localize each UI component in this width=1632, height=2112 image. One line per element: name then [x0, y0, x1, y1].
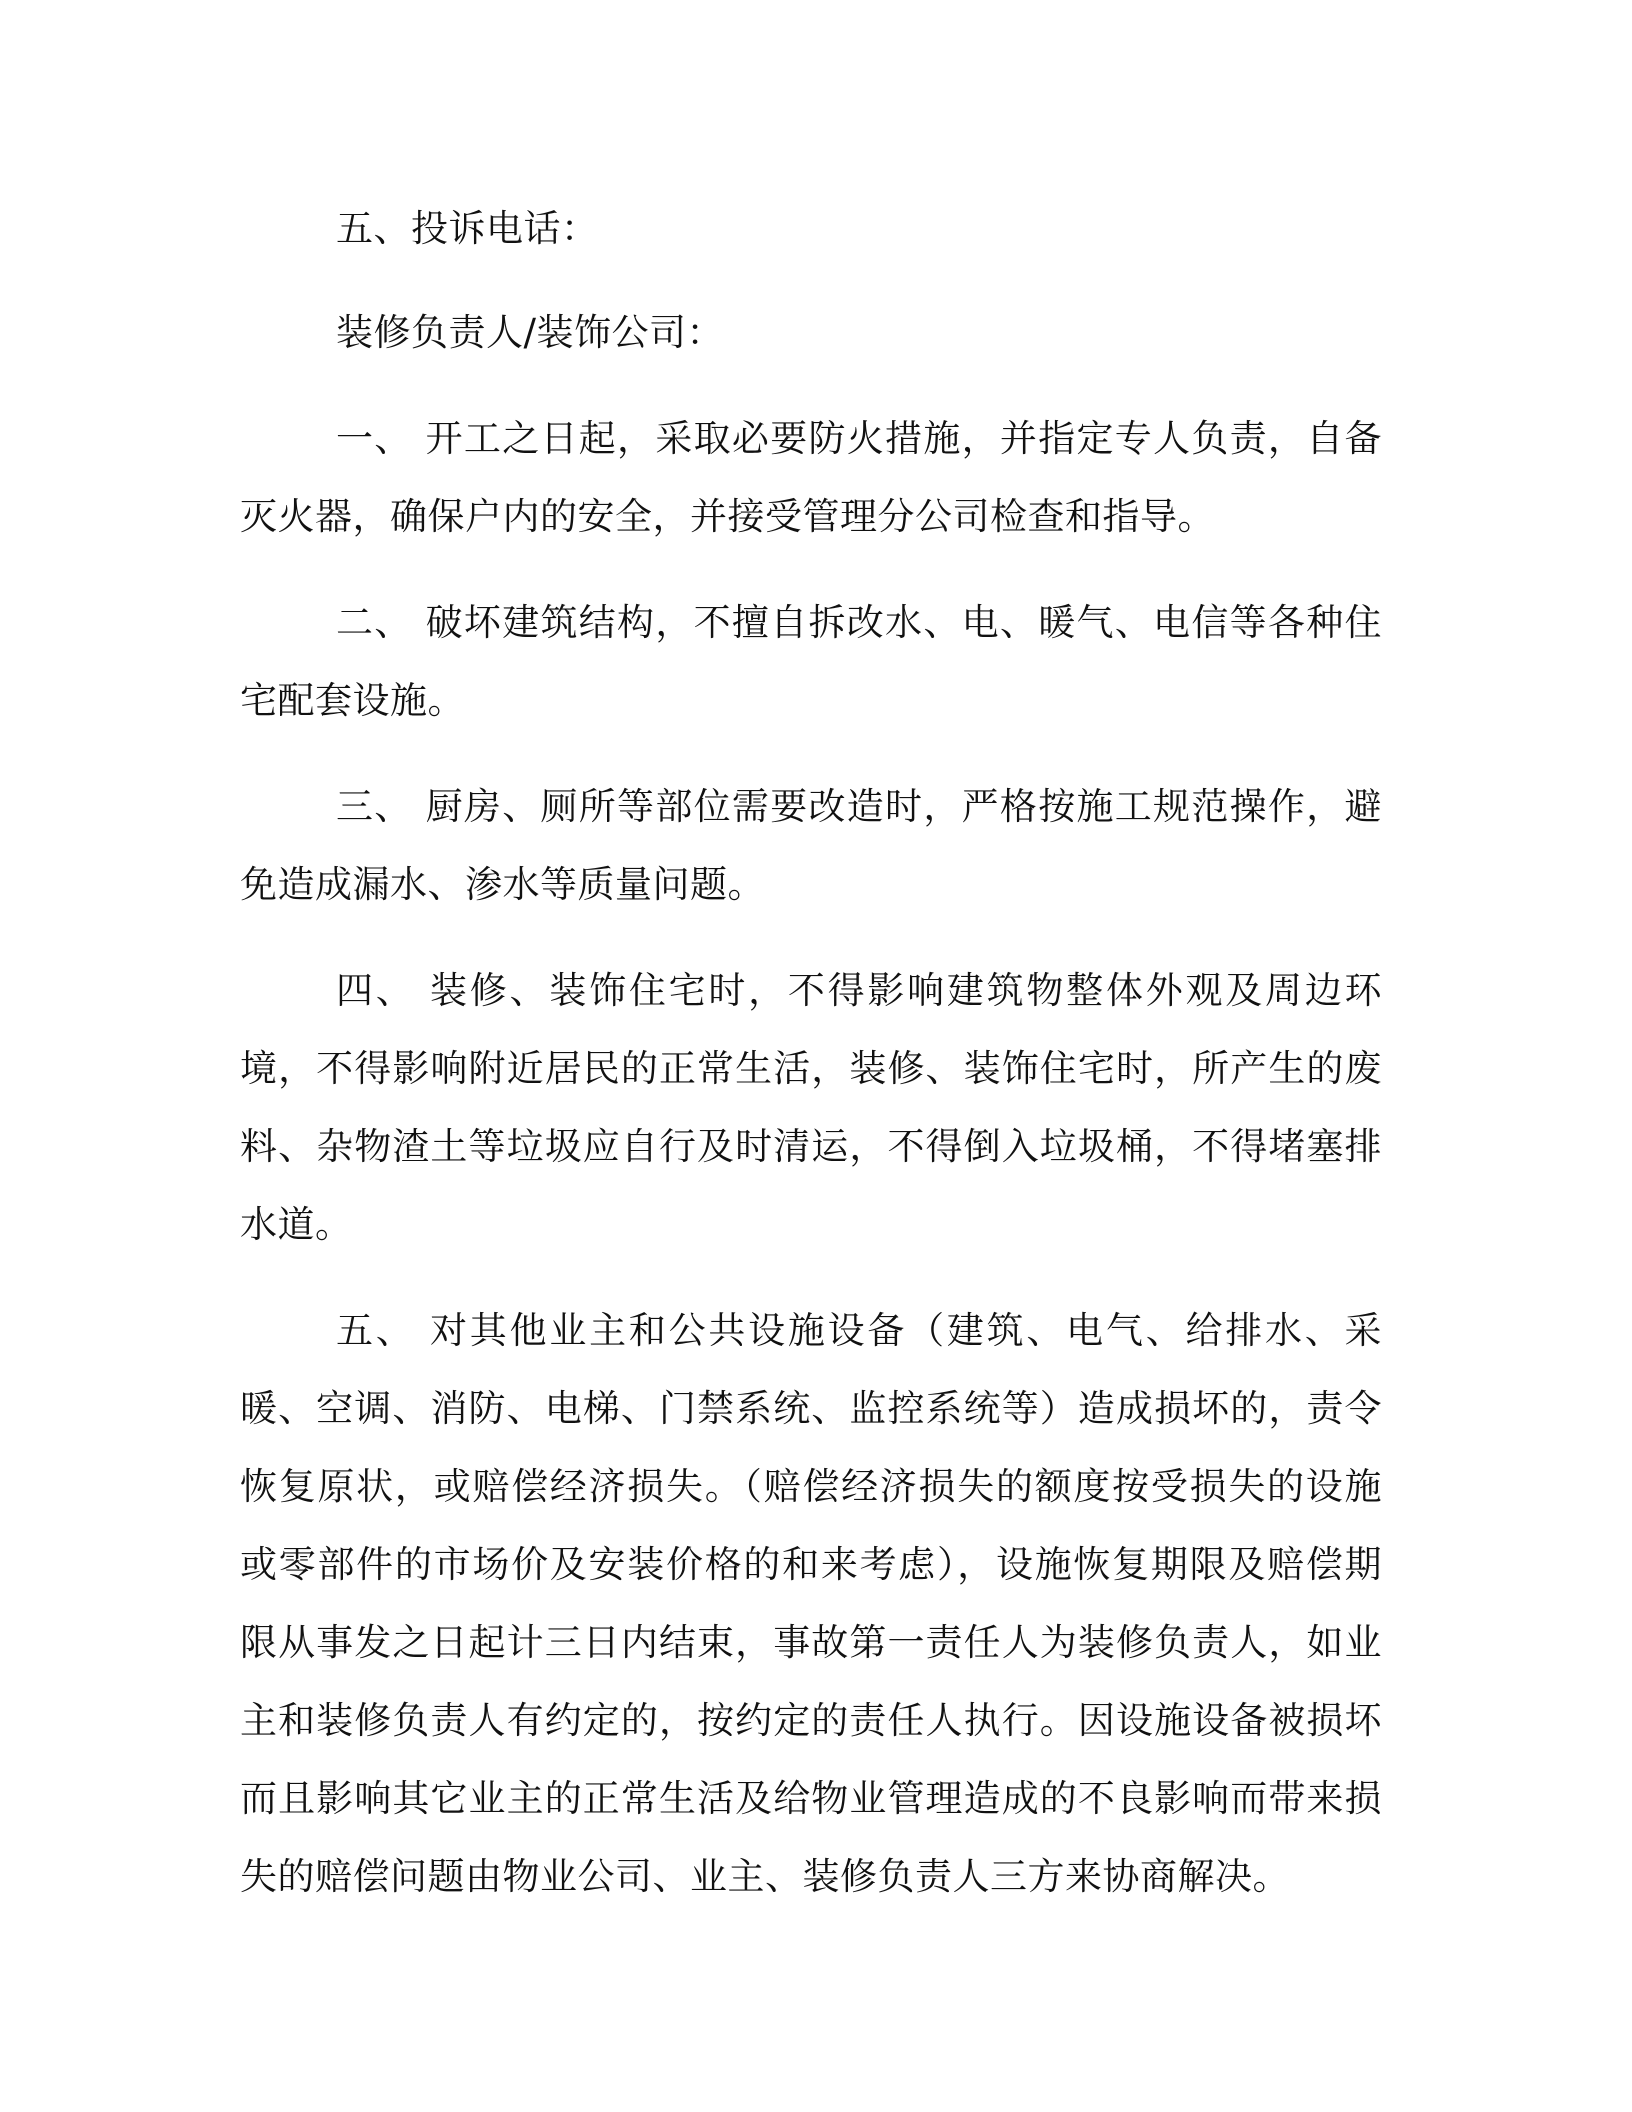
- clause-1-fire-safety: 一、 开工之日起，采取必要防火措施，并指定专人负责，自备灭火器，确保户内的安全，并接受管理分公司检查和指导。: [240, 417, 1382, 538]
- document-body: [240, 190, 1382, 1944]
- clause-3-kitchen-bathroom: 三、 厨房、厕所等部位需要改造时，严格按施工规范操作，避免造成漏水、渗水等质量问题。: [240, 785, 1382, 906]
- clause-5-damage-compensation: 五、 对其他业主和公共设施设备（建筑、电气、给排水、采暖、空调、消防、电梯、门禁系统、监控系统等）造成损坏的，责令恢复原状，或赔偿经济损失。（赔偿经济损失的额度按受损失的设施或零部件的市场价及安装价格的和来考虑），设施恢复期限及赔偿期限从事发之日起计三日内结束，事故第一责任人为装修负责人，如业主和装修负责人有约定的，按约定的责任人执行。因设施设备被损坏而且影响其它业主的正常生活及给物业管理造成的不良影响而带来损失的赔偿问题由物业公司、业主、装修负责人三方来协商解决。: [240, 1309, 1382, 1898]
- clause-4-appearance-waste: 四、 装修、装饰住宅时，不得影响建筑物整体外观及周边环境，不得影响附近居民的正常生活，装修、装饰住宅时，所产生的废料、杂物渣土等垃圾应自行及时清运，不得倒入垃圾桶，不得堵塞排水道。: [240, 969, 1382, 1246]
- clause-2-building-structure: 二、 破坏建筑结构，不擅自拆改水、电、暖气、电信等各种住宅配套设施。: [240, 601, 1382, 722]
- renovation-contractor-label: 装修负责人/装饰公司：: [336, 311, 724, 354]
- complaint-phone-heading: 五、投诉电话：: [336, 207, 599, 250]
